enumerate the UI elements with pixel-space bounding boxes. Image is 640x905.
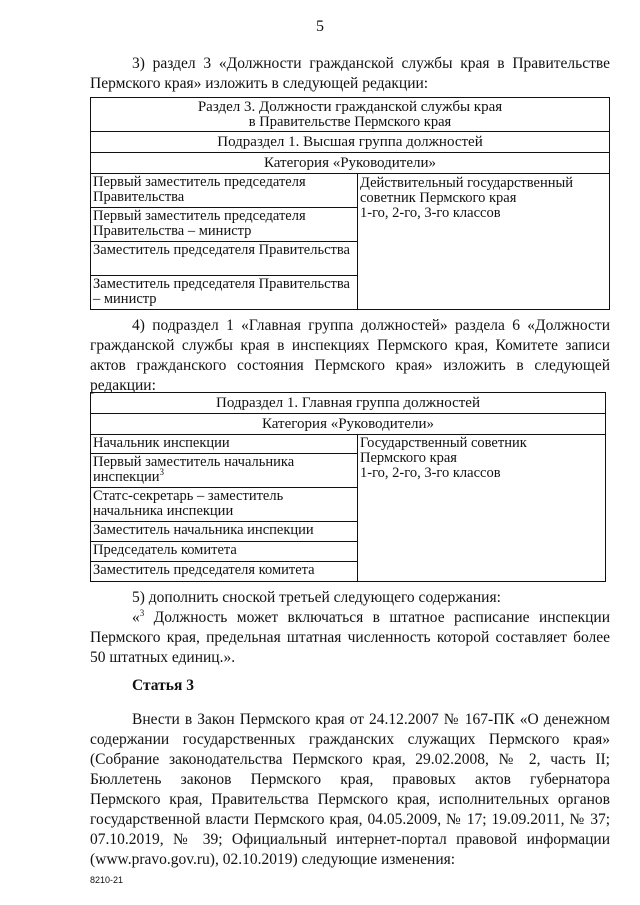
table2-rank-line-1: Государственный советник — [360, 435, 527, 451]
table-section-3 — [90, 97, 610, 310]
table2-rank-line-2: Пермского края — [360, 450, 457, 466]
table1-rank-cell — [358, 174, 610, 310]
table-section-6 — [90, 392, 606, 582]
item-4-line-2: гражданской службы края в инспекциях Пермского края, Комитете записи — [90, 337, 610, 354]
item-5-line-4: 50 штатных единиц.». — [90, 649, 236, 666]
footnote-mark-2: 3 — [139, 607, 145, 618]
item-3-line-1: 3) раздел 3 «Должности гражданской службы края в Правительстве — [132, 55, 610, 72]
item-5-line-2-text: Должность может включаться в штатное расписание инспекции — [144, 609, 610, 626]
table2-position-5: Председатель комитета — [91, 542, 358, 562]
article-line-2: содержании государственных гражданских служащих Пермского края» — [90, 731, 610, 748]
table1-position-3: Заместитель председателя Правительства — [91, 242, 358, 276]
table2-position-2 — [91, 454, 358, 488]
article-line-3: (Собрание законодательства Пермского края, 29.02.2008, № 2, часть II; — [90, 751, 610, 768]
article-line-5: Пермского края, Правительства Пермского края, исполнительных органов — [90, 791, 610, 808]
item-4-line-3: актов гражданского состояния Пермского края» изложить в следующей — [90, 357, 610, 374]
table2-rank-cell — [358, 435, 606, 582]
table1-position-4: Заместитель председателя Правительства – министр — [91, 276, 358, 310]
table1-rank-line-3: 1-го, 2-го, 3-го классов — [360, 205, 501, 221]
table1-title-line-1: Раздел 3. Должности гражданской службы края — [197, 99, 503, 115]
table2-subsection: Подраздел 1. Главная группа должностей — [91, 393, 606, 414]
article-paragraph — [90, 710, 610, 870]
table1-category: Категория «Руководители» — [91, 153, 610, 174]
item-3-line-2: Пермского края» изложить в следующей редакции: — [90, 75, 429, 92]
table2-category: Категория «Руководители» — [91, 414, 606, 435]
table1-position-1: Первый заместитель председателя Правительства — [91, 174, 358, 208]
article-line-7: 07.10.2019, № 39; Официальный интернет-портал правовой информации — [90, 831, 610, 848]
table1-rank-line-1: Действительный государственный — [360, 175, 573, 191]
table2-position-6: Заместитель председателя комитета — [91, 562, 358, 582]
table1-position-2: Первый заместитель председателя Правительства – министр — [91, 208, 358, 242]
item-4-line-4: редакции: — [90, 377, 156, 394]
table1-title-line-2: в Правительстве Пермского края — [248, 114, 452, 130]
article-line-1: Внести в Закон Пермского края от 24.12.2007 № 167-ПК «О денежном — [132, 711, 610, 728]
table2-rank-line-3: 1-го, 2-го, 3-го классов — [360, 465, 501, 481]
article-heading: Статья 3 — [132, 677, 194, 694]
table2-position-1: Начальник инспекции — [91, 435, 358, 454]
item-5-line-3: Пермского края, предельная штатная численность которой составляет более — [90, 629, 610, 646]
table1-title-cell — [91, 98, 610, 132]
item-5-line-2 — [90, 608, 610, 628]
table2-position-4: Заместитель начальника инспекции — [91, 522, 358, 542]
item-5-line-1: 5) дополнить сноской третьей следующего содержания: — [132, 589, 501, 606]
item-3-paragraph — [90, 54, 610, 94]
item-5-paragraph — [90, 588, 610, 668]
footnote-mark: 3 — [159, 467, 164, 478]
footer-code: 8210-21 — [90, 875, 124, 885]
page-number: 5 — [316, 18, 324, 35]
article-line-8: (www.pravo.gov.ru), 02.10.2019) следующие изменения: — [90, 851, 456, 868]
item-4-line-1: 4) подраздел 1 «Главная группа должностей» раздела 6 «Должности — [132, 317, 610, 334]
table2-position-3: Статс-секретарь – заместитель начальника инспекции — [91, 488, 358, 522]
item-4-paragraph — [90, 316, 610, 396]
article-line-4: Бюллетень законов Пермского края, правовых актов губернатора — [90, 771, 610, 788]
table2-position-2-text: Первый заместитель начальника инспекции — [93, 454, 295, 485]
table1-subsection: Подраздел 1. Высшая группа должностей — [91, 132, 610, 153]
quote-open: « — [132, 609, 140, 626]
article-line-6: государственной власти Пермского края, 04.05.2009, № 17; 19.09.2011, № 37; — [90, 811, 610, 828]
table1-rank-line-2: советник Пермского края — [360, 190, 517, 206]
